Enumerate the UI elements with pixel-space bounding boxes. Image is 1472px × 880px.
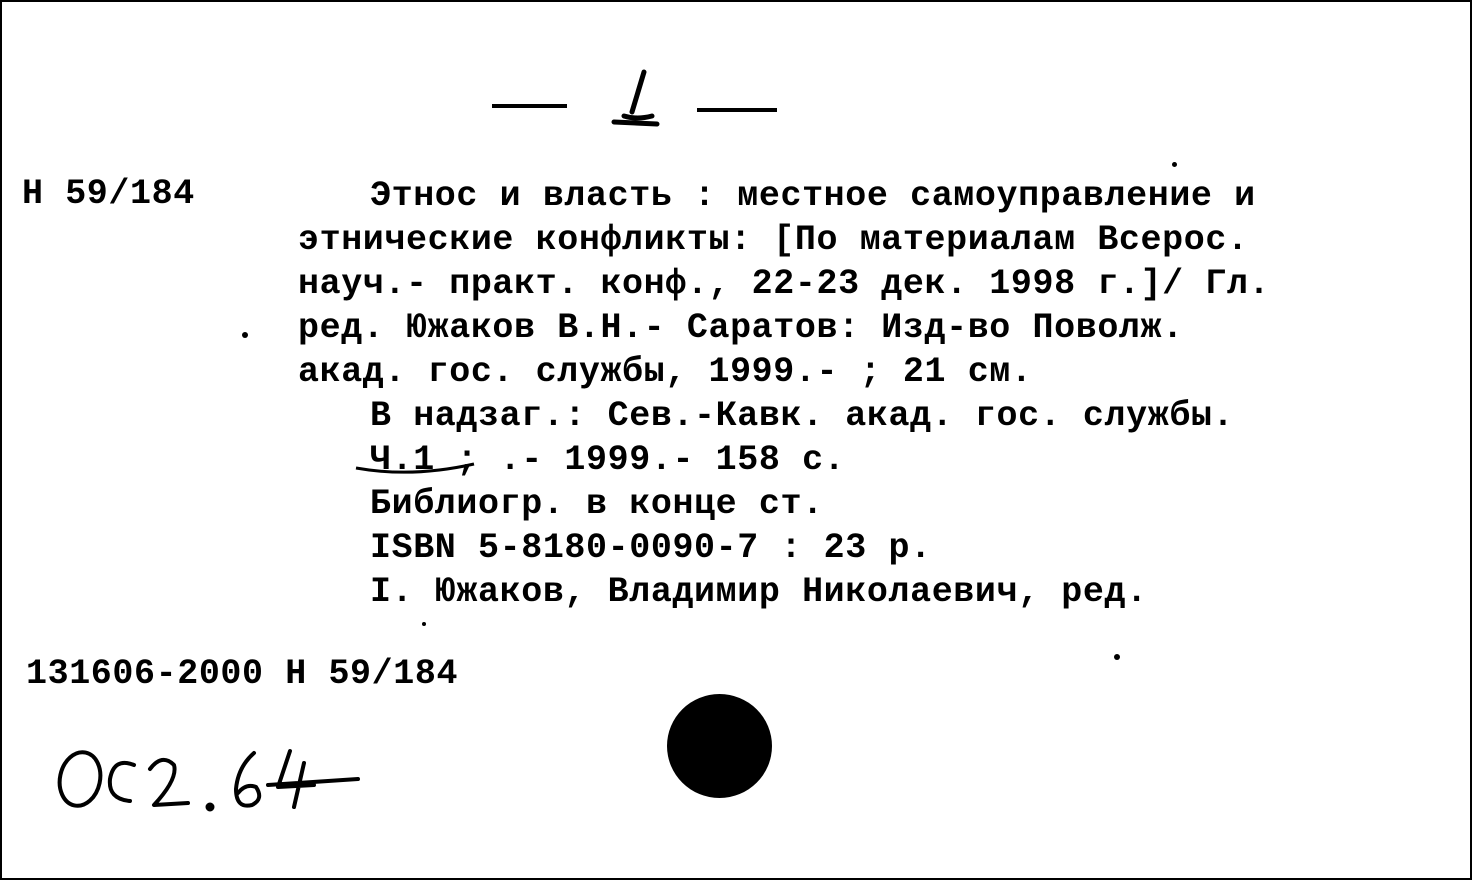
note-line: Библиогр. в конце ст. (370, 484, 824, 524)
handwritten-code (42, 737, 382, 827)
inventory-number: 131606-2000 Н 59/184 (26, 654, 459, 694)
description-line: ред. Южаков В.Н.- Саратов: Изд-во Поволж. (298, 308, 1184, 348)
scan-speck (422, 622, 426, 626)
punch-hole (667, 694, 772, 798)
note-line: ISBN 5-8180-0090-7 : 23 р. (370, 528, 932, 568)
scan-speck (242, 332, 248, 338)
scan-speck (1172, 162, 1177, 167)
note-line: Ч.1 ; .- 1999.- 158 с. (370, 440, 846, 480)
note-line: В надзаг.: Сев.-Кавк. акад. гос. службы. (370, 396, 1235, 436)
page-marker (492, 64, 782, 134)
description-line: Этнос и власть : местное самоуправление и (370, 176, 1256, 216)
scan-speck (1114, 654, 1120, 660)
description-line: акад. гос. службы, 1999.- ; 21 см. (298, 352, 1033, 392)
call-number: Н 59/184 (22, 174, 195, 214)
handwritten-underline (352, 452, 492, 482)
page-marker-text: 1 (492, 64, 493, 65)
description-line: науч.- практ. конф., 22-23 дек. 1998 г.]/ Гл. (298, 264, 1271, 304)
description-line: этнические конфликты: [По материалам Всерос. (298, 220, 1249, 260)
note-line: I. Южаков, Владимир Николаевич, ред. (370, 572, 1148, 612)
